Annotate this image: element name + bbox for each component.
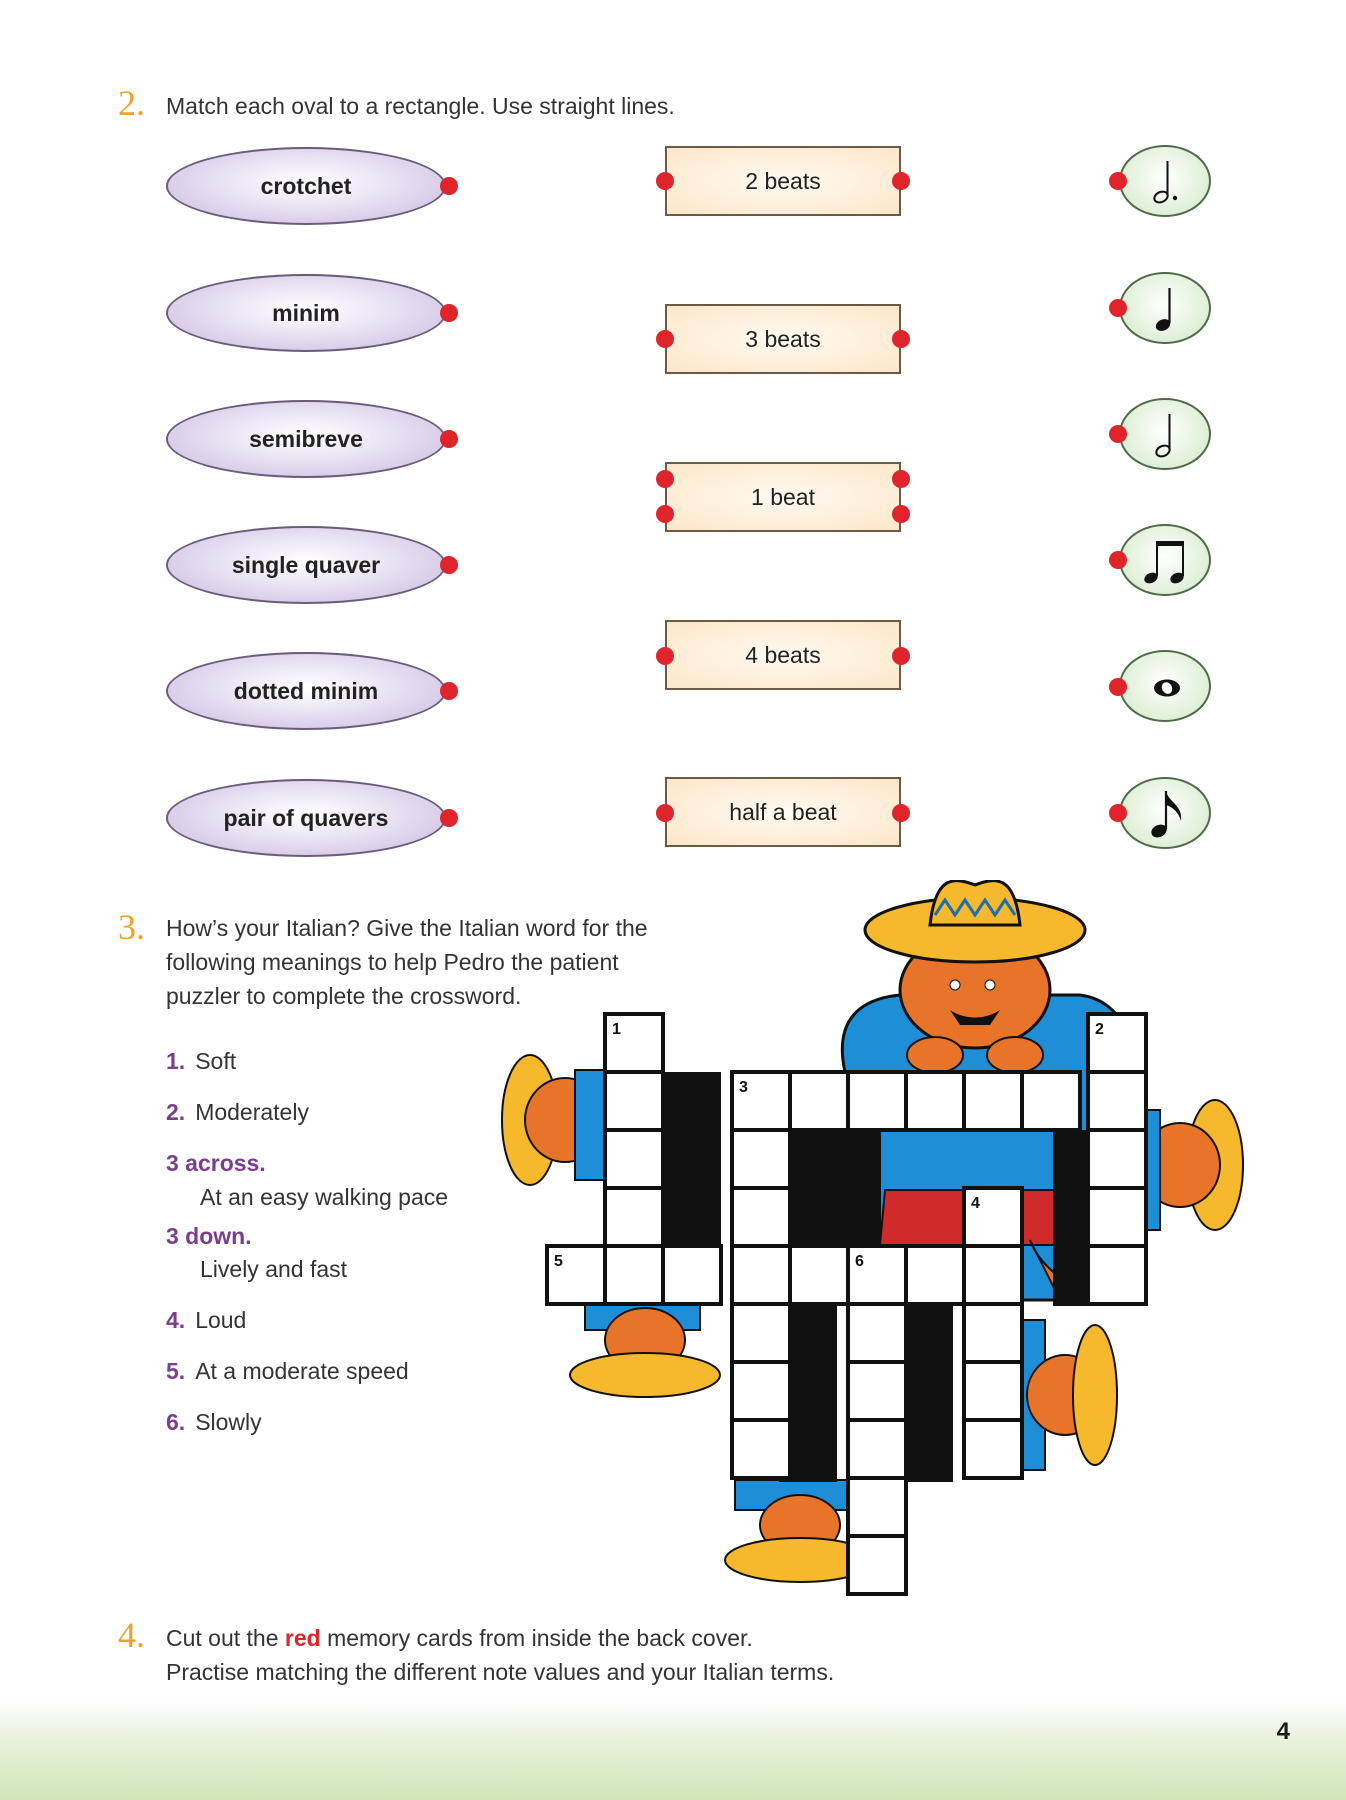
question-3-number: 3. xyxy=(118,907,145,947)
clue-5 xyxy=(166,1358,409,1385)
oval-dotted-minim[interactable] xyxy=(166,652,446,730)
connector-dot[interactable] xyxy=(656,505,674,523)
rect-label: 3 beats xyxy=(745,325,821,352)
oval-single-quaver[interactable] xyxy=(166,526,446,604)
connector-dot[interactable] xyxy=(440,556,458,574)
connector-dot[interactable] xyxy=(892,470,910,488)
question-4-line-2: Practise matching the different note values and your Italian terms. xyxy=(166,1659,835,1685)
grid-number-2: 2 xyxy=(1095,1021,1104,1038)
footer-band xyxy=(0,1700,1346,1800)
clue-text: Soft xyxy=(195,1048,237,1074)
q4-text-before: Cut out the xyxy=(166,1625,285,1651)
clue-text: Loud xyxy=(195,1307,247,1333)
rect-label: 2 beats xyxy=(745,167,821,194)
clue-6 xyxy=(166,1409,262,1436)
q4-red-word: red xyxy=(284,1625,321,1651)
rect-label: 4 beats xyxy=(745,641,821,668)
pair-of-quavers-icon xyxy=(1121,526,1213,598)
oval-minim[interactable] xyxy=(166,274,446,352)
connector-dot[interactable] xyxy=(656,470,674,488)
clue-number: 3 down. xyxy=(166,1223,252,1249)
connector-dot[interactable] xyxy=(892,804,910,822)
question-4-number: 4. xyxy=(118,1615,145,1655)
semibreve-icon xyxy=(1121,652,1213,724)
clue-number: 5. xyxy=(166,1358,186,1384)
connector-dot[interactable] xyxy=(892,330,910,348)
oval-crotchet[interactable] xyxy=(166,147,446,225)
page-number: 4 xyxy=(1276,1718,1290,1745)
connector-dot[interactable] xyxy=(656,647,674,665)
clue-text: At a moderate speed xyxy=(195,1358,409,1384)
note-oval[interactable] xyxy=(1119,272,1211,344)
clue-3-across xyxy=(166,1150,276,1177)
connector-dot[interactable] xyxy=(440,430,458,448)
note-oval[interactable] xyxy=(1119,650,1211,722)
oval-pair-of-quavers[interactable] xyxy=(166,779,446,857)
connector-dot[interactable] xyxy=(440,809,458,827)
connector-dot[interactable] xyxy=(1109,425,1127,443)
clue-1 xyxy=(166,1048,236,1075)
connector-dot[interactable] xyxy=(1109,299,1127,317)
crossword-puzzle xyxy=(490,880,1260,1610)
rect-4-beats[interactable] xyxy=(665,620,901,690)
note-oval[interactable] xyxy=(1119,398,1211,470)
rect-3-beats[interactable] xyxy=(665,304,901,374)
connector-dot[interactable] xyxy=(1109,172,1127,190)
oval-label: dotted minim xyxy=(233,677,379,704)
minim-icon xyxy=(1121,400,1213,472)
rect-1-beat[interactable] xyxy=(665,462,901,532)
note-oval[interactable] xyxy=(1119,145,1211,217)
grid-number-6: 6 xyxy=(855,1253,864,1270)
grid-number-4: 4 xyxy=(971,1195,980,1212)
question-3-intro-line-3: puzzler to complete the crossword. xyxy=(166,983,522,1009)
grid-number-5: 5 xyxy=(554,1253,563,1270)
rect-label: 1 beat xyxy=(751,483,815,510)
clue-number: 1. xyxy=(166,1048,186,1074)
question-2-number: 2. xyxy=(118,83,145,123)
question-4-line-1 xyxy=(166,1621,753,1655)
oval-label: single quaver xyxy=(231,551,381,578)
connector-dot[interactable] xyxy=(440,177,458,195)
rect-label: half a beat xyxy=(729,798,837,825)
connector-dot[interactable] xyxy=(1109,678,1127,696)
connector-dot[interactable] xyxy=(1109,551,1127,569)
clue-3-down xyxy=(166,1223,262,1250)
crotchet-icon xyxy=(1121,274,1213,346)
connector-dot[interactable] xyxy=(656,804,674,822)
clue-2 xyxy=(166,1099,309,1126)
rect-2-beats[interactable] xyxy=(665,146,901,216)
oval-label: crotchet xyxy=(260,172,352,199)
single-quaver-icon xyxy=(1121,779,1213,851)
dotted-minim-icon xyxy=(1121,147,1213,219)
note-oval[interactable] xyxy=(1119,777,1211,849)
clue-number: 4. xyxy=(166,1307,186,1333)
clue-4 xyxy=(166,1307,246,1334)
clue-3-down-text: Lively and fast xyxy=(200,1256,348,1282)
connector-dot[interactable] xyxy=(892,172,910,190)
question-3-intro-line-2: following meanings to help Pedro the patient xyxy=(166,949,619,975)
clue-3-across-text: At an easy walking pace xyxy=(200,1184,449,1210)
oval-label: pair of quavers xyxy=(223,804,389,831)
connector-dot[interactable] xyxy=(656,172,674,190)
clue-number: 2. xyxy=(166,1099,186,1125)
connector-dot[interactable] xyxy=(892,505,910,523)
clue-text: Moderately xyxy=(195,1099,309,1125)
connector-dot[interactable] xyxy=(892,647,910,665)
rect-half-a-beat[interactable] xyxy=(665,777,901,847)
question-3-intro-line-1: How’s your Italian? Give the Italian word for the xyxy=(166,915,648,941)
grid-number-1: 1 xyxy=(612,1021,621,1038)
connector-dot[interactable] xyxy=(656,330,674,348)
oval-semibreve[interactable] xyxy=(166,400,446,478)
connector-dot[interactable] xyxy=(440,682,458,700)
connector-dot[interactable] xyxy=(1109,804,1127,822)
oval-label: semibreve xyxy=(249,425,363,452)
clue-number: 3 across. xyxy=(166,1150,266,1176)
oval-label: minim xyxy=(272,299,340,326)
note-oval[interactable] xyxy=(1119,524,1211,596)
question-2-instruction: Match each oval to a rectangle. Use straight lines. xyxy=(166,93,675,119)
q4-text-after: memory cards from inside the back cover. xyxy=(320,1625,753,1651)
grid-number-3: 3 xyxy=(739,1079,748,1096)
connector-dot[interactable] xyxy=(440,304,458,322)
clue-text: Slowly xyxy=(195,1409,262,1435)
clue-number: 6. xyxy=(166,1409,186,1435)
